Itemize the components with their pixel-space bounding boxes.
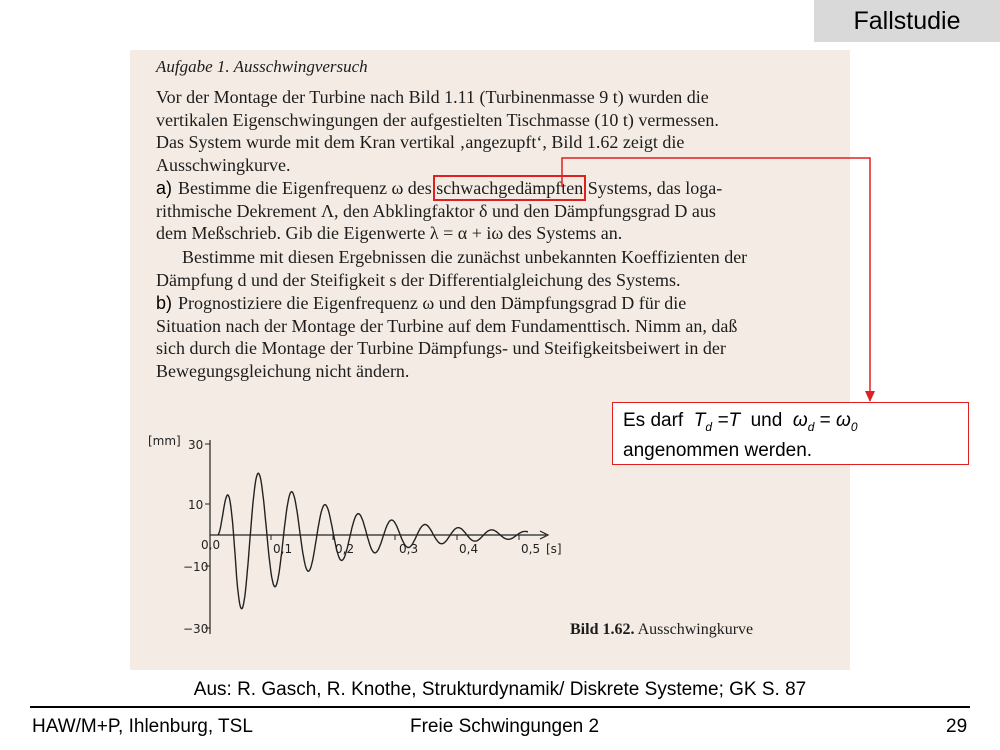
task-heading: Aufgabe 1. Ausschwingversuch <box>156 57 368 76</box>
figure-caption: Bild 1.62. Ausschwingkurve <box>570 621 754 638</box>
y-unit-label: [mm] <box>148 434 181 448</box>
intro-line: vertikalen Eigenschwingungen der aufgestielten Tischmasse (10 t) vermessen. <box>156 109 719 130</box>
y-tick-label: 10 <box>188 498 204 512</box>
note-equation: =T <box>717 410 741 431</box>
part-b-text: Prognostiziere die Eigenfrequenz ω und den Dämpfungsgrad D für die <box>178 293 687 313</box>
y-tick-label: −10 <box>183 560 209 574</box>
source-citation: Aus: R. Gasch, R. Knothe, Strukturdynamik/ Diskrete Systeme; GK S. 87 <box>193 679 807 700</box>
part-a-marker: a) <box>156 178 173 198</box>
part-b-line: Bewegungsgleichung nicht ändern. <box>156 360 410 381</box>
part-a-line: rithmische Dekrement Λ, den Abklingfaktor δ und den Dämpfungsgrad D aus <box>156 200 716 221</box>
note-symbol-t: T <box>693 410 706 431</box>
x-tick-label: 0,3 <box>399 542 419 556</box>
x-tick-label: 0,4 <box>459 542 479 556</box>
callout-connector <box>562 158 870 401</box>
x-unit-label: [s] <box>546 542 562 556</box>
intro-line: Ausschwingkurve. <box>156 154 291 175</box>
note-text: Es darf <box>623 410 684 431</box>
part-a-text: Bestimme die Eigenfrequenz ω des <box>178 178 437 198</box>
x-tick-label: 0,1 <box>273 542 293 556</box>
note-symbol-omega: ω <box>836 410 851 431</box>
note-symbol-omega: ω <box>792 410 808 431</box>
page-number: 29 <box>946 716 968 737</box>
part-b-line: Situation nach der Montage der Turbine auf dem Fundamenttisch. Nimm an, daß <box>156 315 738 336</box>
footer-divider <box>30 706 970 708</box>
highlight-schwachgedaempften: schwachgedämpften <box>436 178 584 198</box>
part-b-line: sich durch die Montage der Turbine Dämpfungs- und Steifigkeitsbeiwert in der <box>156 338 726 358</box>
note-text: und <box>750 410 783 431</box>
part-b-marker: b) <box>156 293 173 313</box>
y-tick-label: 0,0 <box>201 538 221 552</box>
part-a-text: Systems, das loga- <box>583 178 723 198</box>
intro-line: Das System wurde mit dem Kran vertikal ‚angezupft‘, Bild 1.62 zeigt die <box>156 132 685 152</box>
para2-line: Dämpfung d und der Steifigkeit s der Differentialgleichung des Systems. <box>156 269 681 290</box>
x-tick-label: 0,2 <box>335 542 355 556</box>
fallstudie-label: Fallstudie <box>814 0 1000 42</box>
hint-note-box: Es darf $T_d =T$ und $\omega_d = \omega_0$ angenommen werden. <box>612 402 969 465</box>
decay-curve <box>218 473 528 609</box>
footer-title: Freie Schwingungen 2 <box>410 716 600 737</box>
part-a-line: dem Meßschrieb. Gib die Eigenwerte λ = α + iω des Systems an. <box>156 223 623 243</box>
intro-line: Vor der Montage der Turbine nach Bild 1.11 (Turbinenmasse 9 t) wurden die <box>156 87 709 107</box>
callout-arrow-head <box>865 391 875 402</box>
x-tick-label: 0,5 <box>521 542 541 556</box>
y-tick-label: −30 <box>183 622 209 636</box>
note-line-2: angenommen werden. <box>623 439 813 461</box>
footer-institution: HAW/M+P, Ihlenburg, TSL <box>32 716 253 737</box>
para2-line: Bestimme mit diesen Ergebnissen die zunächst unbekannten Koeffizienten der <box>182 247 748 267</box>
y-tick-label: 30 <box>188 438 204 452</box>
